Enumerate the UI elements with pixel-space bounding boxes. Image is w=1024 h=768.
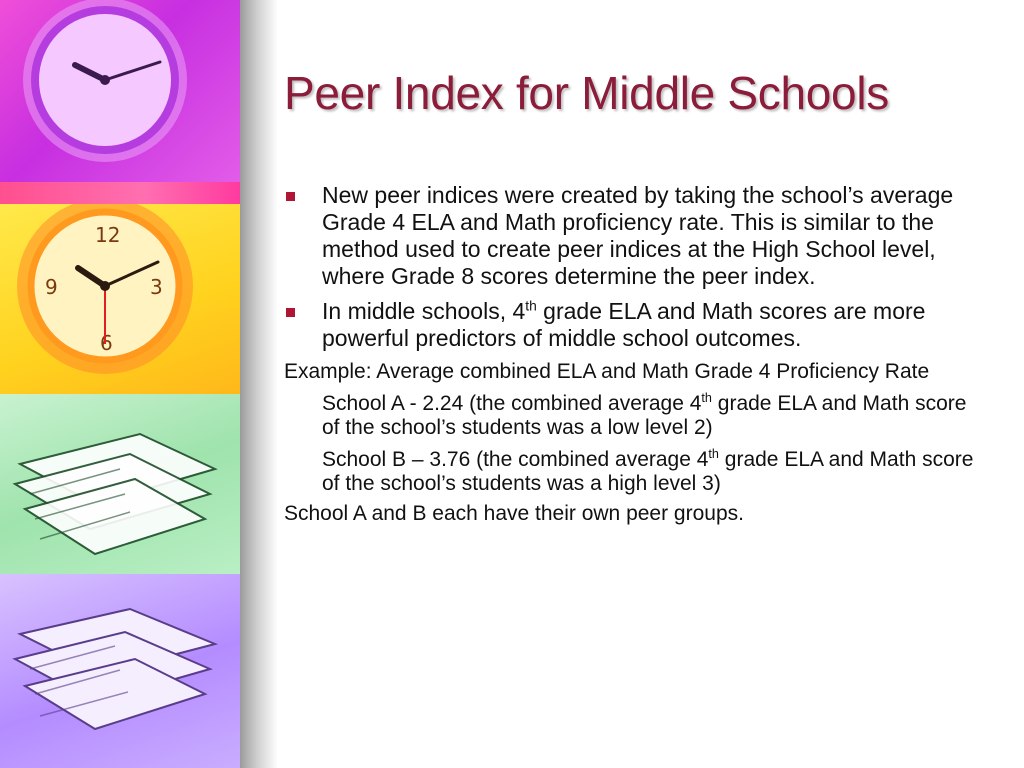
strip-shadow — [240, 0, 278, 768]
slide-body — [284, 182, 984, 532]
purple-clock-panel — [0, 0, 240, 182]
sub-item-school-a: School A - 2.24 (the combined average 4th grade ELA and Math score of the school’s students was a low level 2) — [322, 391, 967, 439]
pink-band — [0, 182, 240, 204]
svg-text:3: 3 — [150, 275, 163, 299]
slide-title: Peer Index for Middle Schools — [284, 67, 889, 119]
book-image — [0, 574, 240, 768]
svg-text:6: 6 — [100, 331, 113, 355]
bullet-text: New peer indices were created by taking the school’s average Grade 4 ELA and Math proficiency rate. This is similar to the method used to create peer indices at the High School level, where Grade 8 scores determine the peer index. — [322, 182, 954, 289]
square-bullet-icon — [286, 192, 295, 201]
svg-text:12: 12 — [95, 223, 121, 247]
bullet-item — [284, 182, 984, 290]
bullet-item — [284, 298, 984, 352]
example-heading: Example: Average combined ELA and Math Grade 4 Proficiency Rate — [284, 360, 930, 383]
square-bullet-icon — [286, 308, 295, 317]
sub-item-school-b: School B – 3.76 (the combined average 4th grade ELA and Math score of the school’s students was a high level 3) — [322, 447, 974, 495]
clock-image — [0, 204, 240, 394]
clock-image — [0, 0, 240, 182]
green-books-panel — [0, 394, 240, 574]
lavender-books-panel — [0, 574, 240, 768]
yellow-clock-panel — [0, 204, 240, 394]
book-image — [0, 394, 240, 574]
svg-text:9: 9 — [45, 275, 58, 299]
bullet-text: In middle schools, 4th grade ELA and Math scores are more powerful predictors of middle school outcomes. — [322, 298, 926, 351]
decorative-image-strip — [0, 0, 240, 768]
closing-text: School A and B each have their own peer groups. — [284, 502, 744, 525]
